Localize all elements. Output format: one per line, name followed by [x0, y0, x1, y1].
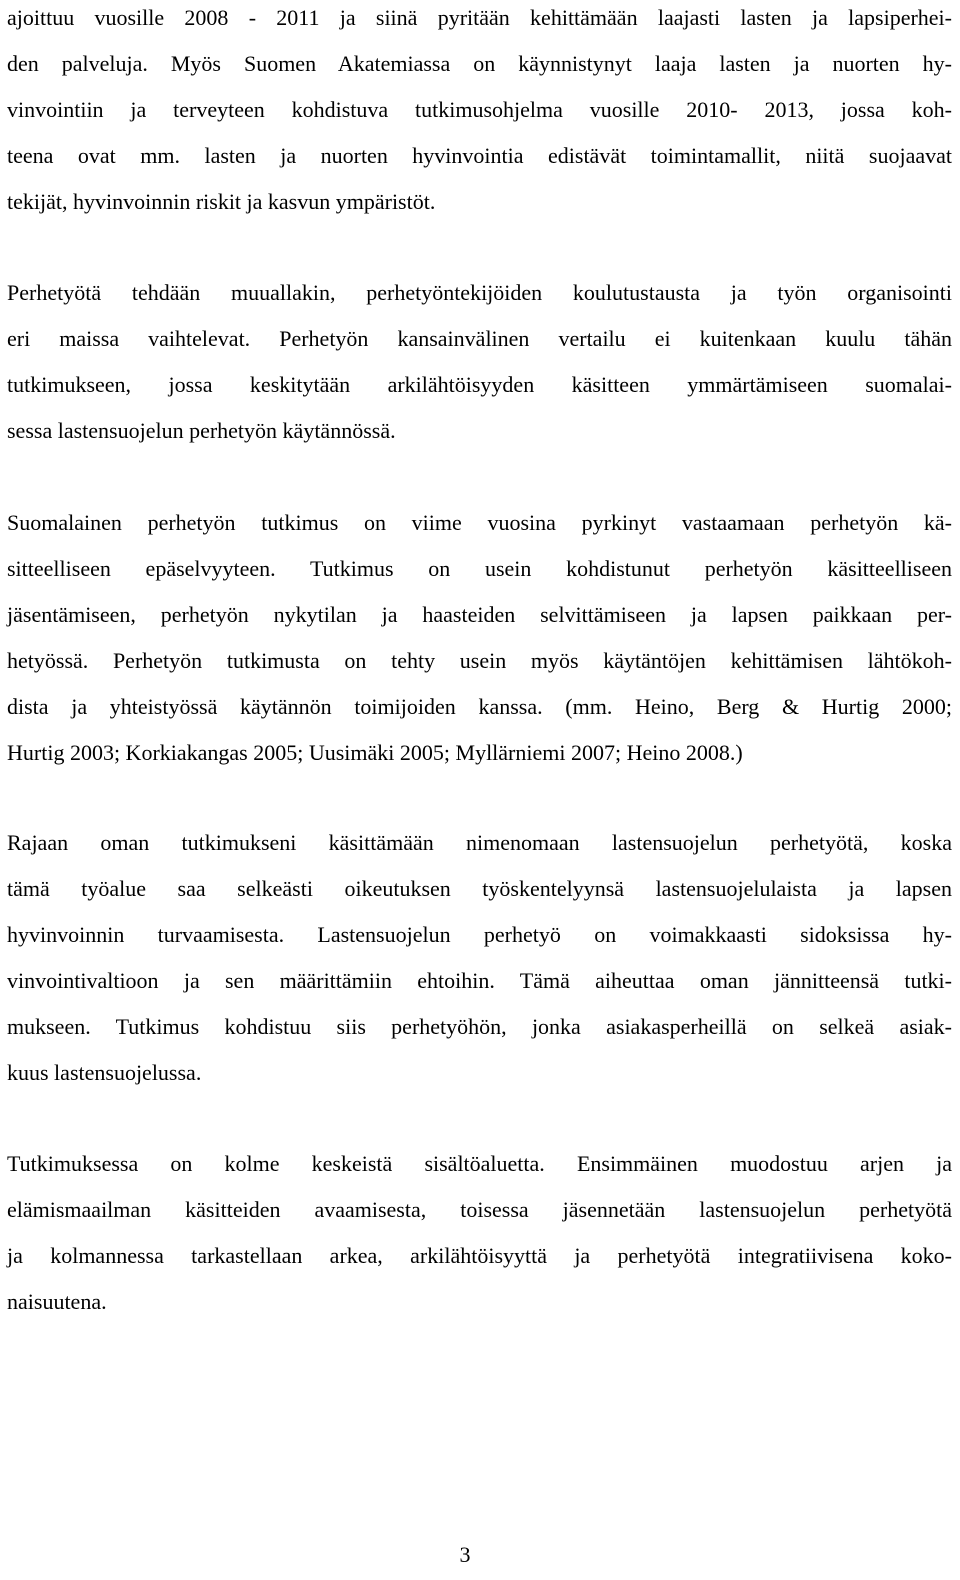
- text-line: kuus lastensuojelussa.: [7, 1060, 202, 1085]
- text-line: den palveluja. Myös Suomen Akatemiassa on käynnistynyt laaja lasten ja nuorten hy-: [7, 51, 952, 76]
- text-line: tutkimukseen, jossa keskitytään arkilähtöisyyden käsitteen ymmärtämiseen suomalai-: [7, 372, 952, 397]
- text-line: hyvinvoinnin turvaamisesta. Lastensuojelun perhetyö on voimakkaasti sidoksissa hy-: [7, 922, 952, 947]
- text-line: ja kolmannessa tarkastellaan arkea, arkilähtöisyyttä ja perhetyötä integratiivisena koko-: [7, 1243, 952, 1268]
- text-line: vinvointivaltioon ja sen määrittämiin ehtoihin. Tämä aiheuttaa oman jännitteensä tutki-: [7, 968, 952, 993]
- text-line: Rajaan oman tutkimukseni käsittämään nimenomaan lastensuojelun perhetyötä, koska: [7, 830, 952, 855]
- text-line: mukseen. Tutkimus kohdistuu siis perhetyöhön, jonka asiakasperheillä on selkeä asiak-: [7, 1014, 952, 1039]
- text-line: tämä työalue saa selkeästi oikeutuksen työskentelyynsä lastensuojelulaista ja lapsen: [7, 876, 952, 901]
- text-line: naisuutena.: [7, 1289, 107, 1314]
- text-line: Suomalainen perhetyön tutkimus on viime vuosina pyrkinyt vastaamaan perhetyön kä-: [7, 510, 952, 535]
- text-line: ajoittuu vuosille 2008 - 2011 ja siinä pyritään kehittämään laajasti lasten ja lapsiperhei-: [7, 5, 952, 30]
- text-line: sitteelliseen epäselvyyteen. Tutkimus on usein kohdistunut perhetyön käsitteelliseen: [7, 556, 952, 581]
- text-line: Hurtig 2003; Korkiakangas 2005; Uusimäki 2005; Myllärniemi 2007; Heino 2008.): [7, 740, 743, 765]
- text-line: dista ja yhteistyössä käytännön toimijoiden kanssa. (mm. Heino, Berg & Hurtig 2000;: [7, 694, 952, 719]
- text-line: Tutkimuksessa on kolme keskeistä sisältöaluetta. Ensimmäinen muodostuu arjen ja: [7, 1151, 952, 1176]
- text-line: eri maissa vaihtelevat. Perhetyön kansainvälinen vertailu ei kuitenkaan kuulu tähän: [7, 326, 952, 351]
- text-line: hetyössä. Perhetyön tutkimusta on tehty usein myös käytäntöjen kehittämisen lähtökoh-: [7, 648, 952, 673]
- text-line: vinvointiin ja terveyteen kohdistuva tutkimusohjelma vuosille 2010- 2013, jossa koh-: [7, 97, 952, 122]
- text-line: elämismaailman käsitteiden avaamisesta, toisessa jäsennetään lastensuojelun perhetyötä: [7, 1197, 952, 1222]
- page-number: 3: [459, 1542, 471, 1567]
- text-line: jäsentämiseen, perhetyön nykytilan ja haasteiden selvittämiseen ja lapsen paikkaan per-: [7, 602, 952, 627]
- text-line: Perhetyötä tehdään muuallakin, perhetyöntekijöiden koulutustausta ja työn organisointi: [7, 280, 952, 305]
- text-line: sessa lastensuojelun perhetyön käytännössä.: [7, 418, 396, 443]
- text-line: teena ovat mm. lasten ja nuorten hyvinvointia edistävät toimintamallit, niitä suojaavat: [7, 143, 952, 168]
- text-line: tekijät, hyvinvoinnin riskit ja kasvun ympäristöt.: [7, 189, 436, 214]
